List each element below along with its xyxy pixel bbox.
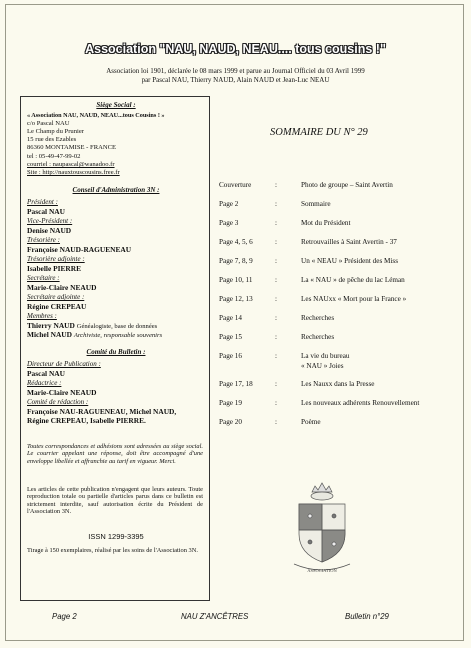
role-label: Trésorière adjointe : [27, 255, 85, 263]
toc-separator: : [275, 295, 277, 303]
role-label: Trésorière : [27, 236, 60, 244]
toc-separator: : [275, 352, 277, 360]
toc-page: Page 4, 5, 6 [219, 238, 253, 246]
toc-title: Les Nauxx dans la Presse [301, 380, 375, 388]
role-label: Vice-Président : [27, 217, 73, 225]
siege-line: 15 rue des Ezables [27, 136, 77, 143]
toc-separator: : [275, 399, 277, 407]
toc-separator: : [275, 238, 277, 246]
role-label: Secrétaire adjointe : [27, 293, 85, 301]
info-box [20, 96, 210, 601]
intro-line-2: par Pascal NAU, Thierry NAUD, Alain NAUD et Jean-Luc NEAU [141, 75, 330, 84]
site-link[interactable]: Site : http://nauxtouscousins.free.fr [27, 169, 120, 176]
member-name: Régine CREPEAU [27, 302, 87, 311]
toc-page: Page 16 [219, 352, 242, 360]
footer-page: Page 2 [52, 612, 77, 621]
toc-title: Un « NEAU » Président des Miss [301, 257, 399, 265]
toc-page: Couverture [219, 181, 252, 189]
intro-line-1: Association loi 1901, déclarée le 08 mars 1999 et parue au Journal Officiel du 03 Avril 1999 [106, 67, 365, 75]
comite-heading: Comité du Bulletin : [86, 348, 146, 356]
copyright-note: Les articles de cette publication n'engagent que leurs auteurs. Toute reproduction totale ou partielle d'articles parus dans ce bulletin est strictement interdite, sauf autorisation écrite du Président de l'Association 3N. [27, 486, 203, 516]
sommaire-title: SOMMAIRE DU N° 29 [270, 127, 368, 138]
role-label: Rédactrice : [27, 379, 62, 387]
siege-line: 86360 MONTAMISE - FRANCE [27, 144, 117, 151]
role-label: Comité de rédaction : [27, 398, 89, 406]
role-label: Directeur de Publication : [27, 360, 101, 368]
toc-separator: : [275, 380, 277, 388]
toc-page: Page 3 [219, 219, 239, 227]
member-name: Denise NAUD [27, 226, 72, 235]
association-title: Association "NAU, NAUD, NEAU.... tous cousins !" [85, 42, 386, 56]
toc-separator: : [275, 200, 277, 208]
toc-separator: : [275, 219, 277, 227]
member-name: Françoise NAUD-RAGUENEAU [27, 245, 132, 254]
siege-line: c/o Pascal NAU [27, 120, 70, 127]
intro-text [60, 67, 411, 84]
member-name: Marie-Claire NEAUD [27, 283, 97, 292]
siege-line: « Association NAU, NAUD, NEAU...tous Cousins ! » [27, 112, 165, 119]
crest-motto: ASSOCIATION [307, 568, 337, 573]
member-name: Françoise NAU-RAGUENEAU, Michel NAUD, [27, 407, 177, 416]
toc-page: Page 7, 8, 9 [219, 257, 253, 265]
toc-title: La « NAU » de pêche du lac Léman [301, 276, 405, 284]
toc-separator: : [275, 314, 277, 322]
footer-bulletin: Bulletin n°29 [345, 612, 389, 621]
siege-line: tel : 05-49-47-99-02 [27, 153, 81, 160]
toc-page: Page 15 [219, 333, 242, 341]
toc-separator: : [275, 257, 277, 265]
toc-title: Recherches [301, 333, 335, 341]
correspondence-note: Toutes correspondances et adhésions sont adressées au siège social. Le courrier appelant une réponse, doit être accompagné d'une enveloppe libellée et affranchie au tarif en vigueur. Merci. [27, 443, 203, 465]
toc-page: Page 19 [219, 399, 242, 407]
toc-page: Page 20 [219, 418, 242, 426]
toc-title: Photo de groupe – Saint Avertin [301, 181, 393, 189]
siege-line: Le Champ du Prunier [27, 128, 84, 135]
toc-title: La vie du bureau [301, 352, 350, 360]
role-label: Membres : [27, 312, 57, 320]
toc-page: Page 2 [219, 200, 239, 208]
member-name: Pascal NAU [27, 369, 65, 378]
role-label: Secrétaire : [27, 274, 60, 282]
toc-separator: : [275, 418, 277, 426]
member-name: Pascal NAU [27, 207, 65, 216]
member-name: Michel NAUD Archiviste, responsable souvenirs [27, 330, 163, 339]
toc-title: « NAU » Joies [301, 362, 344, 370]
email-link[interactable]: courriel : naupascal@wanadoo.fr [27, 161, 115, 168]
print-run-note: Tirage à 150 exemplaires, réalisé par les soins de l'Association 3N. [27, 547, 198, 554]
member-name: Marie-Claire NEAUD [27, 388, 97, 397]
member-name: Régine CREPEAU, Isabelle PIERRE. [27, 416, 146, 425]
issn-number: ISSN 1299-3395 [88, 532, 144, 541]
toc-page: Page 10, 11 [219, 276, 253, 284]
toc-title: Mot du Président [301, 219, 351, 227]
member-name: Thierry NAUD Généalogiste, base de données [27, 321, 158, 330]
toc-title: Les NAUxx « Mort pour la France » [301, 295, 407, 303]
toc-title: Retrouvailles à Saint Avertin - 37 [301, 238, 397, 246]
member-name: Isabelle PIERRE [27, 264, 81, 273]
toc-title: Sommaire [301, 200, 331, 208]
crest-icon [290, 478, 354, 578]
toc-separator: : [275, 333, 277, 341]
toc-separator: : [275, 276, 277, 284]
siege-heading: Siège Social : [96, 101, 136, 109]
toc-title: Poème [301, 418, 321, 426]
toc-separator: : [275, 181, 277, 189]
footer-publication: NAU Z'ANCÊTRES [181, 612, 249, 621]
conseil-heading: Conseil d'Administration 3N : [72, 186, 160, 194]
toc-page: Page 12, 13 [219, 295, 253, 303]
toc-title: Recherches [301, 314, 335, 322]
toc-title: Les nouveaux adhérents Renouvellement [301, 399, 420, 407]
role-label: Président : [27, 198, 58, 206]
toc-page: Page 14 [219, 314, 242, 322]
toc-page: Page 17, 18 [219, 380, 253, 388]
